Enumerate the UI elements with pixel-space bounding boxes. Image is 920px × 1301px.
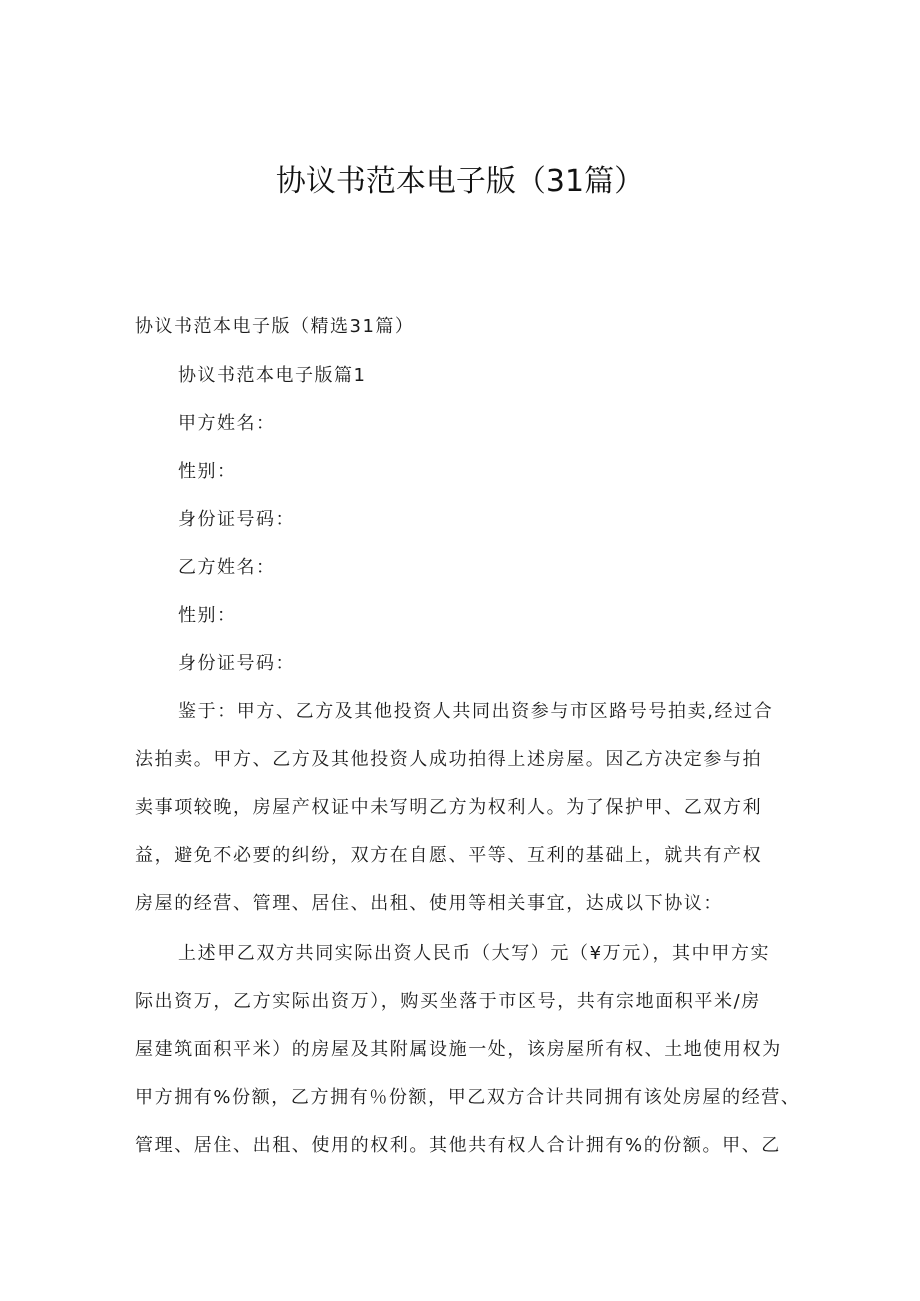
paragraph-line: 管理、居住、出租、使用的权利。其他共有权人合计拥有%的份额。甲、乙 bbox=[135, 1135, 781, 1156]
paragraph-line: 屋建筑面积平米）的房屋及其附属设施一处，该房屋所有权、土地使用权为 bbox=[135, 1039, 782, 1060]
paragraph-line: 卖事项较晚，房屋产权证中未写明乙方为权利人。为了保护甲、乙双方利 bbox=[135, 797, 763, 818]
paragraph-line: 甲方拥有%份额，乙方拥有％份额，甲乙双方合计共同拥有该处房屋的经营、 bbox=[135, 1087, 801, 1108]
document-title: 协议书范本电子版（31篇） bbox=[275, 164, 645, 199]
party-b-id-field: 身份证号码： bbox=[178, 653, 295, 674]
paragraph-line: 房屋的经营、管理、居住、出租、使用等相关事宜，达成以下协议： bbox=[135, 893, 723, 914]
paragraph-line: 上述甲乙双方共同实际出资人民币（大写）元（¥万元），其中甲方实 bbox=[178, 943, 771, 964]
party-a-id-field: 身份证号码： bbox=[178, 509, 295, 530]
party-b-gender-field: 性别： bbox=[178, 605, 237, 626]
party-b-name-field: 乙方姓名： bbox=[178, 557, 276, 578]
party-a-gender-field: 性别： bbox=[178, 461, 237, 482]
paragraph-line: 法拍卖。甲方、乙方及其他投资人成功拍得上述房屋。因乙方决定参与拍 bbox=[135, 749, 763, 770]
party-a-name-field: 甲方姓名： bbox=[178, 413, 276, 434]
contribution-paragraph bbox=[135, 930, 801, 1170]
document-subtitle: 协议书范本电子版（精选31篇） bbox=[135, 316, 415, 337]
recital-paragraph bbox=[135, 688, 795, 928]
paragraph-line: 益，避免不必要的纠纷，双方在自愿、平等、互利的基础上，就共有产权 bbox=[135, 845, 763, 866]
paragraph-line: 鉴于：甲方、乙方及其他投资人共同出资参与市区路号号拍卖,经过合 bbox=[178, 701, 774, 722]
paragraph-line: 际出资万，乙方实际出资万），购买坐落于市区号，共有宗地面积平米/房 bbox=[135, 991, 761, 1012]
section-heading: 协议书范本电子版篇1 bbox=[178, 365, 367, 386]
